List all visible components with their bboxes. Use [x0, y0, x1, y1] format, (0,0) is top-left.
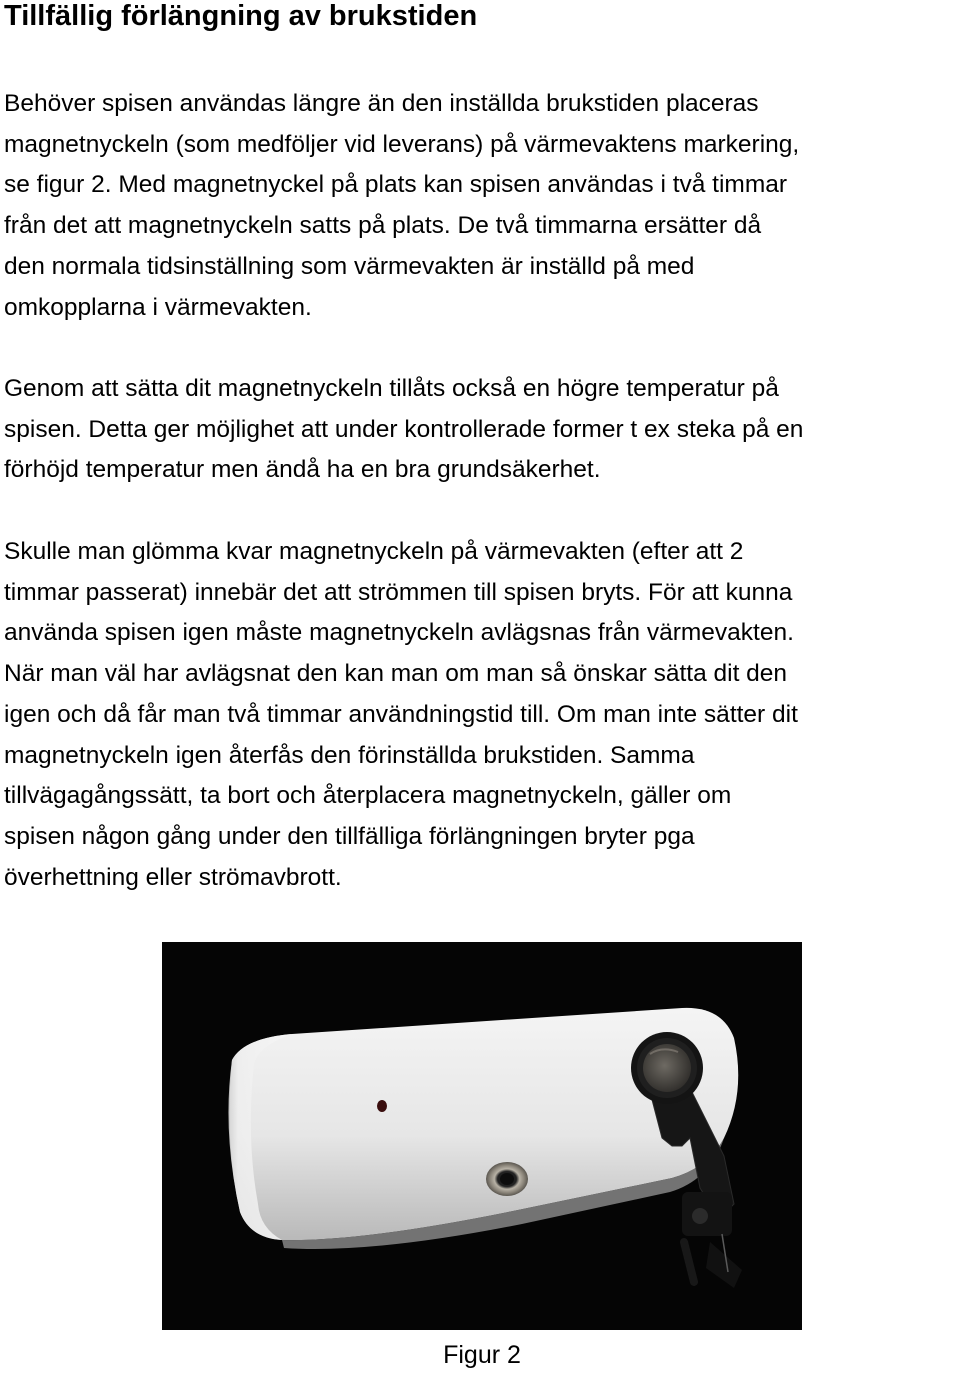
text-line: använda spisen igen måste magnetnyckeln avlägsnas från värmevakten.: [4, 619, 794, 647]
text-line: Skulle man glömma kvar magnetnyckeln på värmevakten (efter att 2: [4, 538, 744, 565]
text-line: spisen någon gång under den tillfälliga förlängningen bryter pga: [4, 822, 695, 850]
text-line: överhettning eller strömavbrott.: [4, 863, 342, 891]
paragraph-1: [4, 84, 960, 328]
page-title: Tillfällig förlängning av brukstiden: [4, 0, 478, 32]
heat-guard-photo: [162, 942, 802, 1330]
text-line: När man väl har avlägsnat den kan man om man så önskar sätta dit den: [4, 660, 788, 688]
text-line: se figur 2. Med magnetnyckel på plats kan spisen användas i två timmar: [4, 171, 788, 199]
text-line: Genom att sätta dit magnetnyckeln tillåts också en högre temperatur på: [4, 375, 779, 402]
indicator-hole: [377, 1100, 387, 1112]
text-line: igen och då får man två timmar användningstid till. Om man inte sätter dit: [4, 700, 798, 728]
text-line: timmar passerat) innebär det att strömmen till spisen bryts. För att kunna: [4, 578, 793, 606]
connector-jack-hole: [500, 1173, 514, 1185]
text-line: den normala tidsinställning som värmevakten är inställd på med: [4, 252, 695, 280]
figure-photo: [162, 942, 802, 1330]
text-line: förhöjd temperatur men ändå ha en bra grundsäkerhet.: [4, 456, 601, 484]
text-line: Behöver spisen användas längre än den inställda brukstiden placeras: [4, 90, 759, 117]
text-line: från det att magnetnyckeln satts på plats. De två timmarna ersätter då: [4, 212, 762, 240]
text-line: magnetnyckeln (som medföljer vid leverans) på värmevaktens markering,: [4, 130, 800, 158]
text-line: magnetnyckeln igen återfås den förinställda brukstiden. Samma: [4, 741, 695, 769]
paragraph-2: [4, 369, 960, 491]
text-line: omkopplarna i värmevakten.: [4, 293, 312, 321]
paragraph-3: [4, 532, 960, 898]
figure-caption: Figur 2: [443, 1341, 521, 1369]
text-line: tillvägagångssätt, ta bort och återplacera magnetnyckeln, gäller om: [4, 782, 732, 810]
text-line: spisen. Detta ger möjlighet att under kontrollerade former t ex steka på en: [4, 415, 804, 443]
